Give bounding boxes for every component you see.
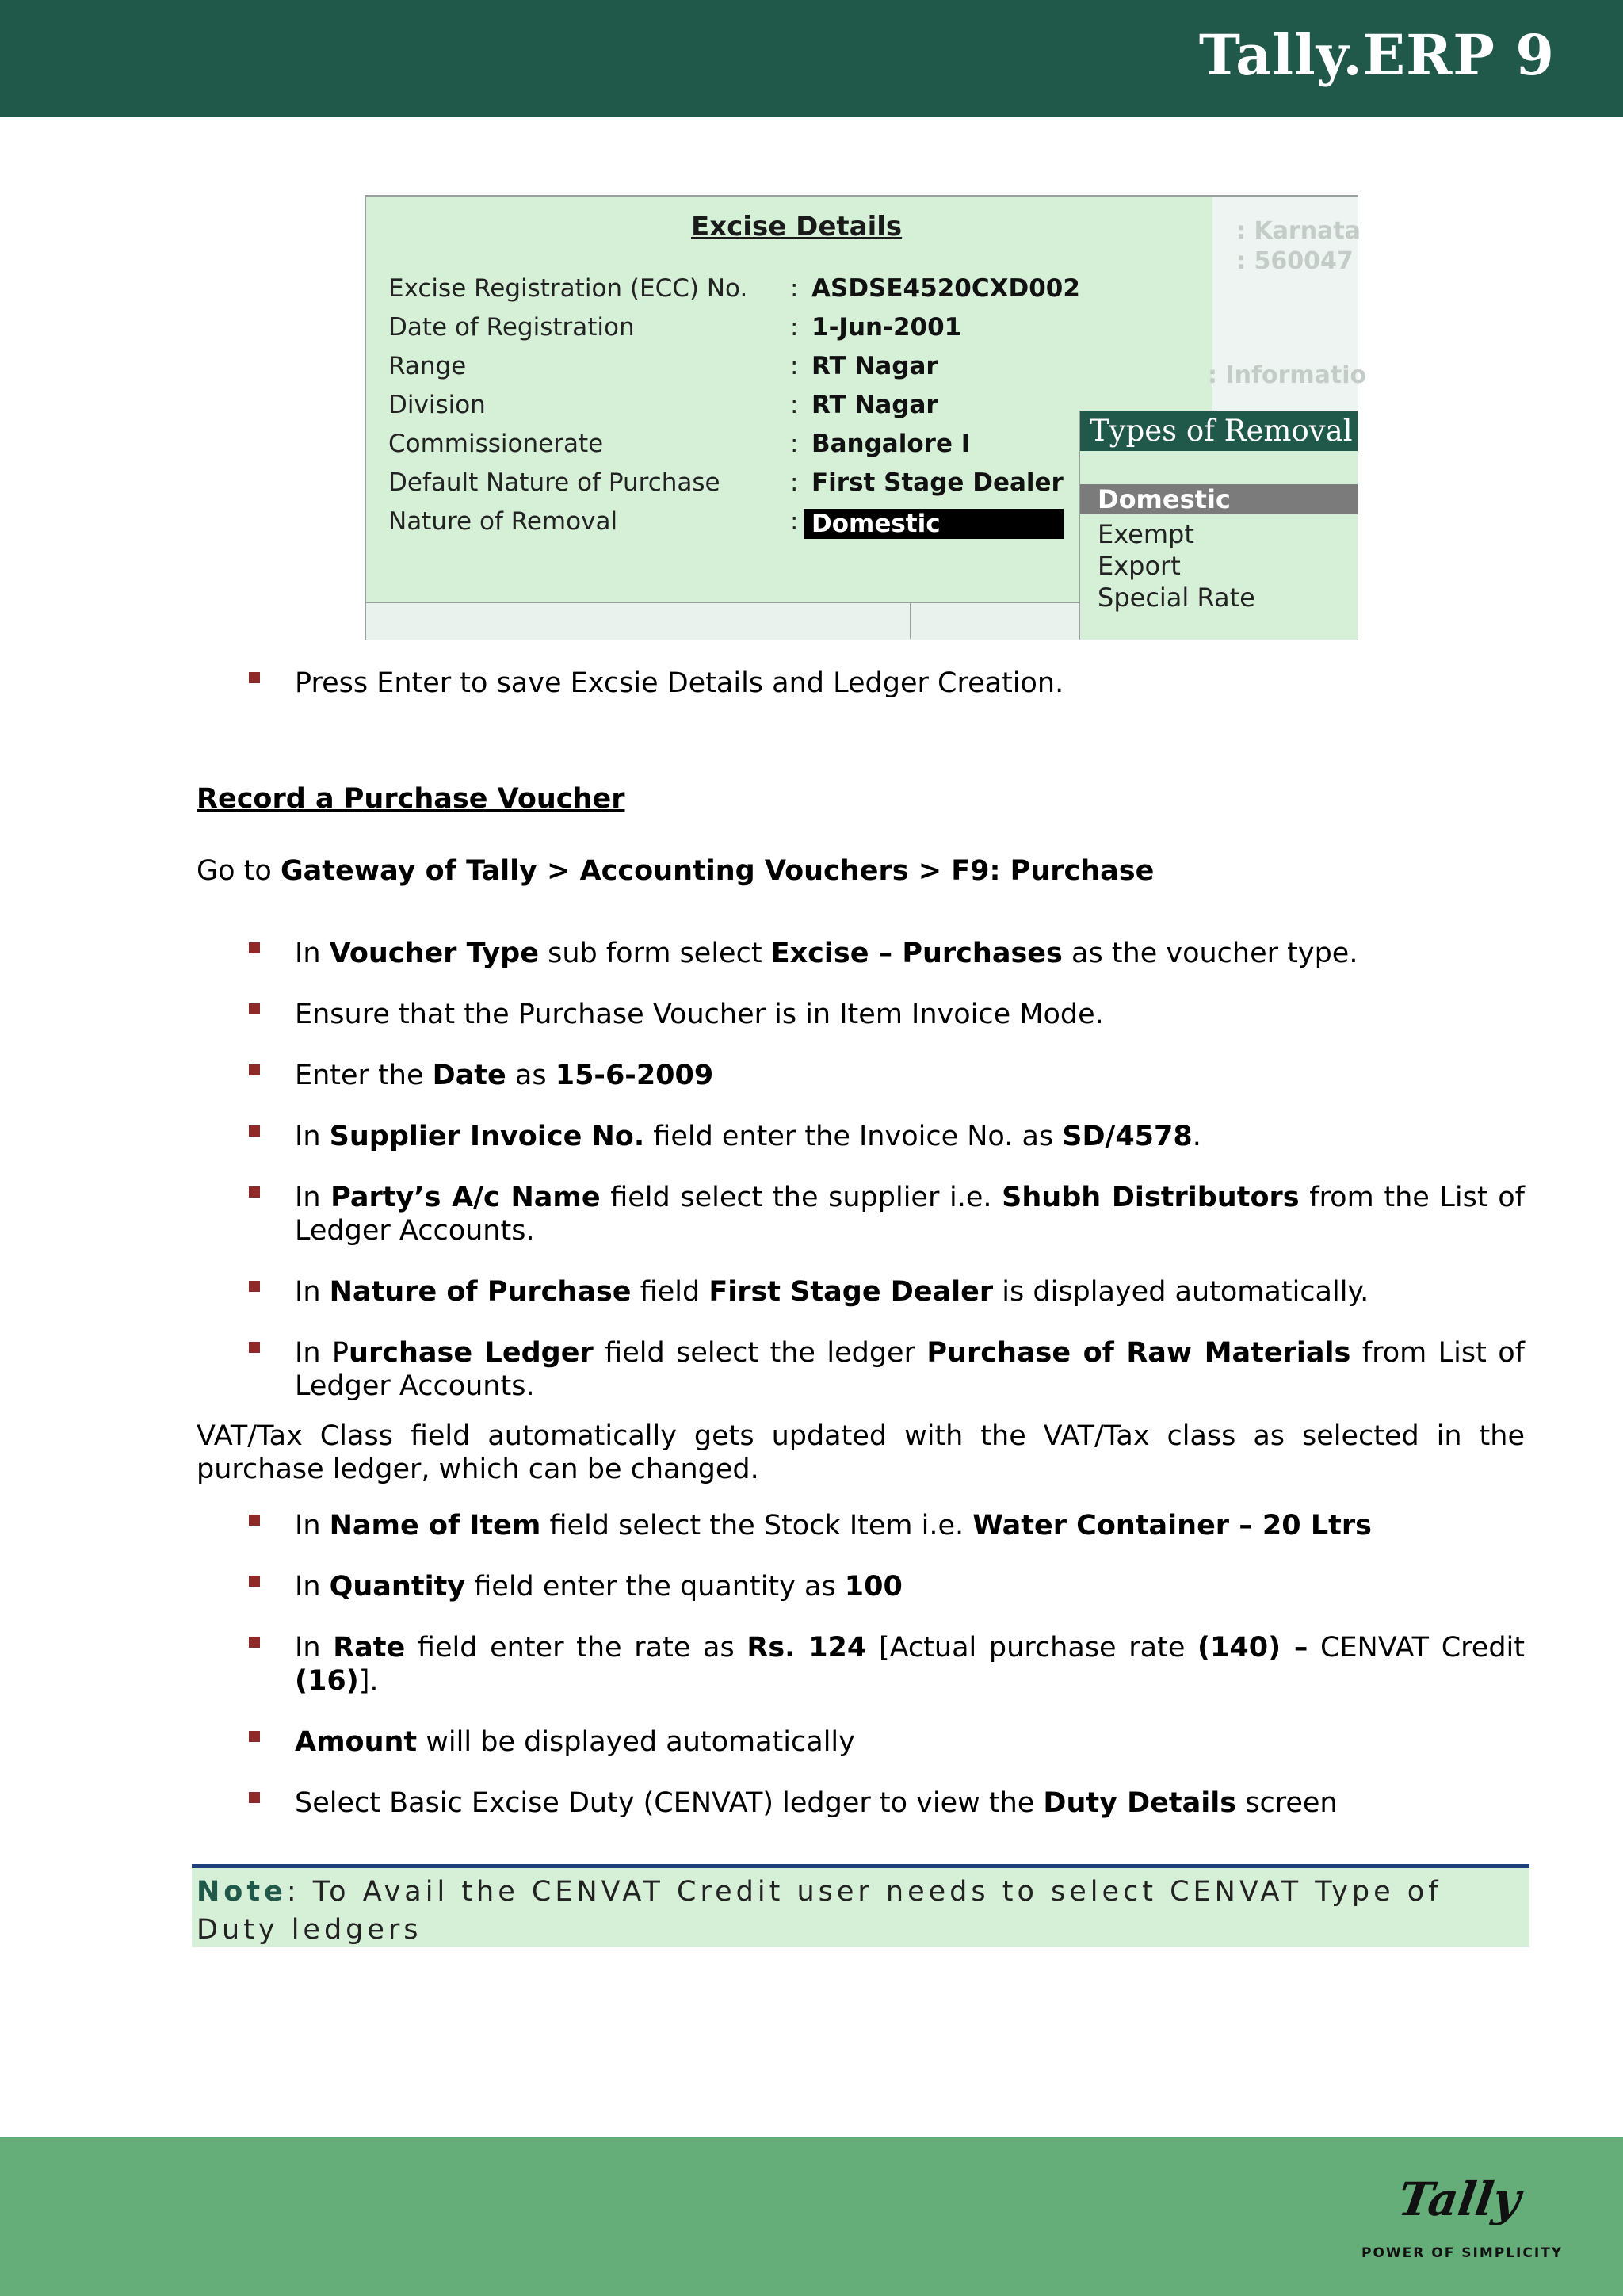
step-text: In: [295, 938, 330, 969]
step-text: field: [631, 1276, 709, 1308]
step-emphasis: Shubh Distributors: [1002, 1182, 1300, 1213]
step-text: field enter the rate as: [405, 1632, 747, 1664]
step-text: sub form select: [538, 938, 771, 969]
field-colon: :: [790, 430, 799, 458]
step-text: field select the Stock Item i.e.: [540, 1510, 973, 1541]
step-emphasis: Rate: [333, 1632, 406, 1664]
bullet-marker: [249, 942, 260, 953]
step-emphasis: Water Container – 20 Ltrs: [972, 1510, 1372, 1541]
step-text: [Actual purchase rate: [866, 1632, 1198, 1664]
step-item: [295, 1059, 1525, 1092]
field-value-nature-of-purchase[interactable]: First Stage Dealer: [812, 468, 1064, 497]
note-body: : To Avail the CENVAT Credit user needs to select CENVAT Type of Duty ledgers: [197, 1876, 1442, 1946]
goto-line: [197, 854, 1525, 888]
vat-paragraph: VAT/Tax Class field automatically gets updated with the VAT/Tax class as selected in the purchase ledger, which can be changed.: [197, 1420, 1525, 1485]
step-item: [295, 1120, 1525, 1153]
field-colon: :: [790, 507, 799, 536]
field-label: Default Nature of Purchase: [388, 468, 720, 497]
step-text: Enter the: [295, 1060, 433, 1091]
popup-option[interactable]: Exempt: [1098, 519, 1194, 549]
page-header: [0, 0, 1623, 117]
step-text: field enter the quantity as: [465, 1571, 845, 1603]
step-text: ].: [358, 1665, 379, 1697]
step-emphasis: Amount: [295, 1726, 418, 1758]
bullet-marker: [249, 1186, 260, 1198]
step-text: will be displayed automatically: [417, 1726, 855, 1758]
step-item: [295, 998, 1525, 1031]
step-emphasis: Party’s A/c Name: [330, 1182, 601, 1213]
field-value-ecc[interactable]: ASDSE4520CXD002: [812, 274, 1080, 303]
field-colon: :: [790, 468, 799, 497]
field-colon: :: [790, 274, 799, 303]
step-text: In P: [295, 1337, 349, 1369]
step-text: field select the supplier i.e.: [600, 1182, 1002, 1213]
bullet-marker: [249, 1637, 260, 1648]
step-text: In: [295, 1121, 330, 1152]
step-emphasis: First Stage Dealer: [708, 1276, 994, 1308]
popup-option[interactable]: Export: [1098, 551, 1181, 581]
bg-fragment: : Karnata: [1236, 217, 1361, 245]
step-text: as: [506, 1060, 556, 1091]
field-value-range[interactable]: RT Nagar: [812, 352, 938, 380]
field-value-division[interactable]: RT Nagar: [812, 391, 938, 419]
step-emphasis: (16): [295, 1665, 359, 1697]
field-value-date[interactable]: 1-Jun-2001: [812, 313, 962, 342]
step-text: In: [295, 1182, 331, 1213]
note-box: [192, 1864, 1529, 1947]
page-footer: [0, 2137, 1623, 2296]
step-emphasis: Duty Details: [1043, 1787, 1237, 1819]
field-label: Date of Registration: [388, 313, 635, 342]
field-colon: :: [790, 352, 799, 380]
popup-option[interactable]: Special Rate: [1098, 583, 1255, 613]
step-emphasis: Excise – Purchases: [770, 938, 1063, 969]
bullet-marker: [249, 1792, 260, 1803]
section-heading: Record a Purchase Voucher: [197, 783, 625, 815]
step-text: screen: [1236, 1787, 1338, 1819]
bullet-marker: [249, 1003, 260, 1014]
divider: [910, 602, 911, 639]
field-value-nature-of-removal[interactable]: Domestic: [804, 509, 1064, 539]
popup-option-selected[interactable]: Domestic: [1080, 484, 1358, 514]
step-item: [295, 1509, 1525, 1542]
intro-bullet-text: Press Enter to save Excsie Details and Ledger Creation.: [295, 667, 1064, 699]
bg-fragment: : 560047: [1236, 247, 1354, 275]
step-item: [295, 1275, 1525, 1308]
screen-bottom-bar: [366, 602, 1079, 640]
step-emphasis: 15-6-2009: [555, 1060, 714, 1091]
step-emphasis: Voucher Type: [329, 938, 539, 969]
note-text: [197, 1873, 1512, 1949]
step-emphasis: Rs. 124: [747, 1632, 867, 1664]
step-emphasis: urchase Ledger: [349, 1337, 594, 1369]
step-item: [295, 1786, 1525, 1820]
goto-prefix: Go to: [197, 855, 281, 887]
field-label: Division: [388, 391, 486, 419]
bullet-marker: [249, 1064, 260, 1075]
bullet-marker: [249, 1342, 260, 1353]
step-text: Select Basic Excise Duty (CENVAT) ledger to view the: [295, 1787, 1044, 1819]
step-text: is displayed automatically.: [993, 1276, 1369, 1308]
step-text: as the voucher type.: [1062, 938, 1358, 969]
step-item: [295, 1631, 1525, 1698]
step-item: [295, 1336, 1525, 1403]
types-of-removal-popup: [1079, 411, 1358, 640]
step-text: from List of Ledger Accounts.: [295, 1337, 1525, 1402]
field-colon: :: [790, 391, 799, 419]
step-emphasis: SD/4578: [1062, 1121, 1193, 1152]
field-label: Commissionerate: [388, 430, 604, 458]
step-item: [295, 1570, 1525, 1603]
step-emphasis: Date: [432, 1060, 506, 1091]
step-emphasis: Name of Item: [329, 1510, 541, 1541]
field-label: Nature of Removal: [388, 507, 618, 536]
bullet-marker: [249, 1281, 260, 1292]
step-text: field select the ledger: [593, 1337, 927, 1369]
step-text: In: [295, 1571, 330, 1603]
step-emphasis: Supplier Invoice No.: [329, 1121, 645, 1152]
field-colon: :: [790, 313, 799, 342]
bullet-marker: [249, 672, 260, 683]
step-text: from the List of Ledger Accounts.: [295, 1182, 1525, 1247]
field-value-commissionerate[interactable]: Bangalore I: [812, 430, 971, 458]
field-label: Range: [388, 352, 467, 380]
bullet-marker: [249, 1515, 260, 1526]
goto-path: Gateway of Tally > Accounting Vouchers > F9: Purchase: [280, 855, 1155, 887]
step-text: field enter the Invoice No. as: [644, 1121, 1063, 1152]
bullet-marker: [249, 1576, 260, 1587]
step-item: [295, 1181, 1525, 1247]
bg-fragment: : Informatio: [1208, 361, 1367, 389]
step-text: .: [1192, 1121, 1201, 1152]
step-emphasis: Nature of Purchase: [329, 1276, 632, 1308]
step-text: In: [295, 1510, 330, 1541]
field-label: Excise Registration (ECC) No.: [388, 274, 748, 303]
step-emphasis: Quantity: [329, 1571, 466, 1603]
tally-logo: [1355, 2172, 1564, 2283]
step-text: Ensure that the Purchase Voucher is in Item Invoice Mode.: [295, 999, 1104, 1030]
brand-title: Tally.ERP 9: [1198, 22, 1555, 88]
bullet-marker: [249, 1125, 260, 1137]
step-text: In: [295, 1632, 334, 1664]
screen-title: Excise Details: [691, 211, 903, 243]
note-label: Note: [197, 1876, 287, 1908]
step-emphasis: (140) –: [1197, 1632, 1308, 1664]
logo-tagline: POWER OF SIMPLICITY: [1361, 2245, 1564, 2261]
step-emphasis: Purchase of Raw Materials: [926, 1337, 1351, 1369]
step-item: [295, 1725, 1525, 1759]
step-emphasis: 100: [844, 1571, 903, 1603]
logo-wordmark: Tally: [1395, 2172, 1524, 2226]
excise-details-screen: [365, 195, 1367, 640]
step-text: CENVAT Credit: [1308, 1632, 1525, 1664]
step-text: In: [295, 1276, 330, 1308]
bullet-marker: [249, 1731, 260, 1742]
popup-title: Types of Removal: [1080, 411, 1358, 451]
step-item: [295, 937, 1525, 970]
